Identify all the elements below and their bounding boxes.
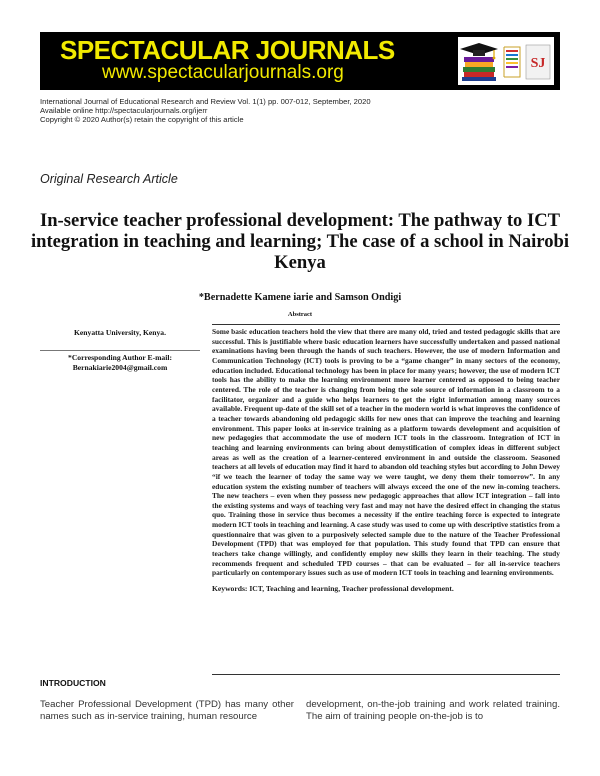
article-type: Original Research Article	[40, 172, 178, 186]
journal-url[interactable]: www.spectacularjournals.org	[102, 62, 344, 83]
keywords: Keywords: ICT, Teaching and learning, Teacher professional development.	[212, 584, 454, 594]
abstract-block	[212, 324, 560, 594]
copyright-line: Copyright © 2020 Author(s) retain the copyright of this article	[40, 115, 244, 124]
author-list: *Bernadette Kamene iarie and Samson Ondigi	[198, 292, 402, 303]
availability-line: Available online http://spectacularjournals.org/ijerr	[40, 106, 208, 115]
intro-column-right: development, on-the-job training and work related training. The aim of training people on-the-job is to	[306, 699, 560, 722]
intro-column-left: Teacher Professional Development (TPD) has many other names such as in-service training, human resource	[40, 699, 294, 722]
section-heading-introduction: INTRODUCTION	[40, 678, 106, 688]
books-graduation-cap-icon	[458, 37, 554, 85]
abstract-text: Some basic education teachers hold the view that there are many old, tried and tested pedagogic skills that are successful. This is justifiable where basic education learners have successfully undertaken and passed national examinations having been through the hands of such teachers. However, the use of modern Information and Communication Technology (ICT) tools is proving to be a “game changer” in many sectors of the economy, education included. Educational technology has been in place for many years; however, the use of modern ICT tools has the ability to make the learning environment more learner centered as opposed to being teacher centered. The role of the teacher is changing from being the sole source of information in a classroom to a facilitator, organizer and a guide who helps learners to get the right information among many sources available. Frequent up-date of the skill set of a teacher in the modern world is what improves the confidence of a teacher towards abandoning old pedagogic skills for new ones that can improve the teaching and learning environment. This paper looks at in-service training as a platform towards development and acquisition of new pedagogies that accommodate the use of modern ICT tools in the classroom. Integration of ICT in teaching and learning environments can bring about demystification of complex ideas in different subject areas as well as the creation of a learner-centered environment in and outside the classroom. Seasoned teachers at all levels of education may find it hard to abandon old teaching styles but according to John Dewey “if we teach the learner of today the same way we were taught, we deny them their tomorrow”. In any education system the existing number of teachers will always exceed the one of the new in-coming teachers. The new teachers – even when they possess new pedagogic approaches that allow ICT integration – fall into the existing systems and ways of teaching very fast and may not have the desired effect in changing the status quo. Training those in service thus becomes a necessity if the entire teaching force is expected to integrate modern ICT tools in teaching and learning. A case study was used to come up with descriptive statistics from a questionnaire that was given to a purposively selected sample due to the nature of the Teacher Professional Development (TPD) that was employed for that population. This study found that TPD can ensure that teachers take change willingly, and confidently employ new skills they learn in their teaching. The study recommends frequent and scheduled TPD courses – that can be evaluated – for all in-service teachers particularly on contemporary issues such as use of modern ICT tools in teaching and learning environments.	[212, 327, 560, 578]
corresponding-email[interactable]: Bernakiarie2004@gmail.com	[72, 363, 168, 372]
corresponding-author	[40, 350, 200, 373]
affiliation: Kenyatta University, Kenya.	[74, 328, 166, 337]
corresponding-label: *Corresponding Author E-mail:	[68, 353, 172, 362]
journal-banner	[40, 32, 560, 90]
journal-logo	[458, 37, 554, 85]
paper-title: In-service teacher professional development: The pathway to ICT integration in teaching and learning; The case of a school in Nairobi Kenya	[30, 210, 570, 273]
abstract-heading: Abstract	[287, 311, 313, 318]
logo-monogram: SJ	[530, 56, 546, 71]
abstract-divider	[212, 674, 560, 675]
journal-name: SPECTACULAR JOURNALS	[60, 35, 395, 65]
citation-line: International Journal of Educational Research and Review Vol. 1(1) pp. 007-012, September, 2020	[40, 97, 371, 106]
